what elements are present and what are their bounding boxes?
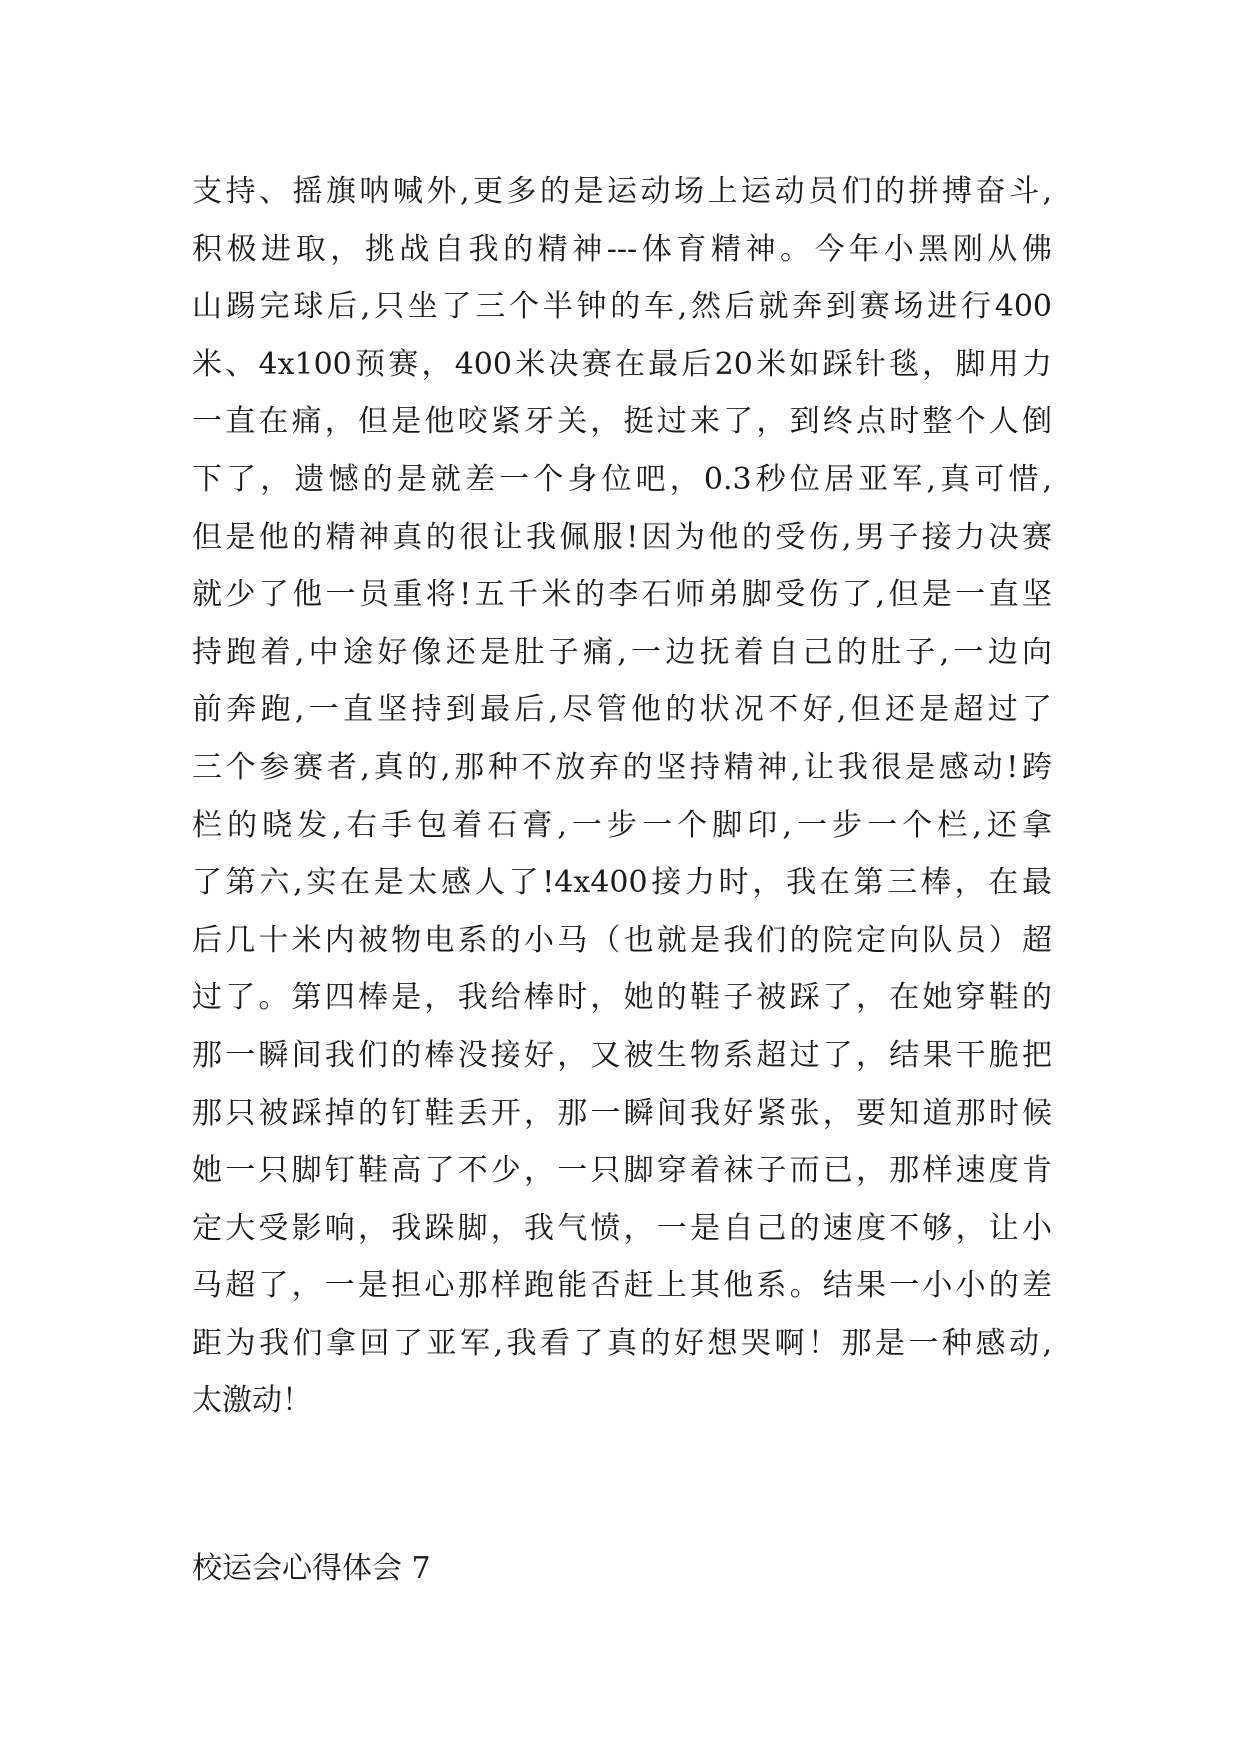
text-line-8: 就少了他一员重将!五千米的李石师弟脚受伤了,但是一直坚 <box>192 577 1052 613</box>
text-line-3: 山踢完球后,只坐了三个半钟的车,然后就奔到赛场进行400 <box>192 289 1052 325</box>
text-line-17: 那只被踩掉的钉鞋丢开，那一瞬间我好紧张，要知道那时候 <box>192 1095 1052 1131</box>
text-line-10: 前奔跑,一直坚持到最后,尽管他的状况不好,但还是超过了 <box>192 692 1052 728</box>
text-line-12: 栏的晓发,右手包着石膏,一步一个脚印,一步一个栏,还拿 <box>192 807 1052 843</box>
text-line-7: 但是他的精神真的很让我佩服!因为他的受伤,男子接力决赛 <box>192 519 1052 555</box>
text-line-1: 支持、摇旗呐喊外,更多的是运动场上运动员们的拼搏奋斗, <box>192 174 1052 209</box>
text-line-19: 定大受影响，我跺脚，我气愤，一是自己的速度不够，让小 <box>192 1210 1052 1246</box>
text-line-9: 持跑着,中途好像还是肚子痛,一边抚着自己的肚子,一边向 <box>192 634 1052 670</box>
text-line-5: 一直在痛，但是他咬紧牙关，挺过来了，到终点时整个人倒 <box>192 404 1052 440</box>
text-line-18: 她一只脚钉鞋高了不少，一只脚穿着袜子而已，那样速度肯 <box>192 1153 1052 1189</box>
section-heading: 校运会心得体会 7 <box>192 1551 431 1586</box>
text-line-13: 了第六,实在是太感人了!4x400接力时，我在第三棒，在最 <box>192 865 1052 901</box>
text-line-15: 过了。第四棒是，我给棒时，她的鞋子被踩了，在她穿鞋的 <box>192 980 1052 1016</box>
text-line-6: 下了，遗憾的是就差一个身位吧，0.3秒位居亚军,真可惜, <box>192 461 1052 497</box>
text-line-4: 米、4x100预赛，400米决赛在最后20米如踩针毯，脚用力 <box>192 346 1052 382</box>
text-line-2: 积极进取，挑战自我的精神---体育精神。今年小黑刚从佛 <box>192 231 1052 267</box>
text-line-21: 距为我们拿回了亚军,我看了真的好想哭啊！那是一种感动, <box>192 1325 1052 1361</box>
text-line-22: 太激动！ <box>192 1383 312 1419</box>
text-line-14: 后几十米内被物电系的小马（也就是我们的院定向队员）超 <box>192 922 1052 958</box>
body-paragraph <box>192 163 1052 1430</box>
text-line-11: 三个参赛者,真的,那种不放弃的坚持精神,让我很是感动!跨 <box>192 749 1052 785</box>
text-line-16: 那一瞬间我们的棒没接好，又被生物系超过了，结果干脆把 <box>192 1037 1052 1073</box>
text-line-20: 马超了，一是担心那样跑能否赶上其他系。结果一小小的差 <box>192 1268 1052 1304</box>
